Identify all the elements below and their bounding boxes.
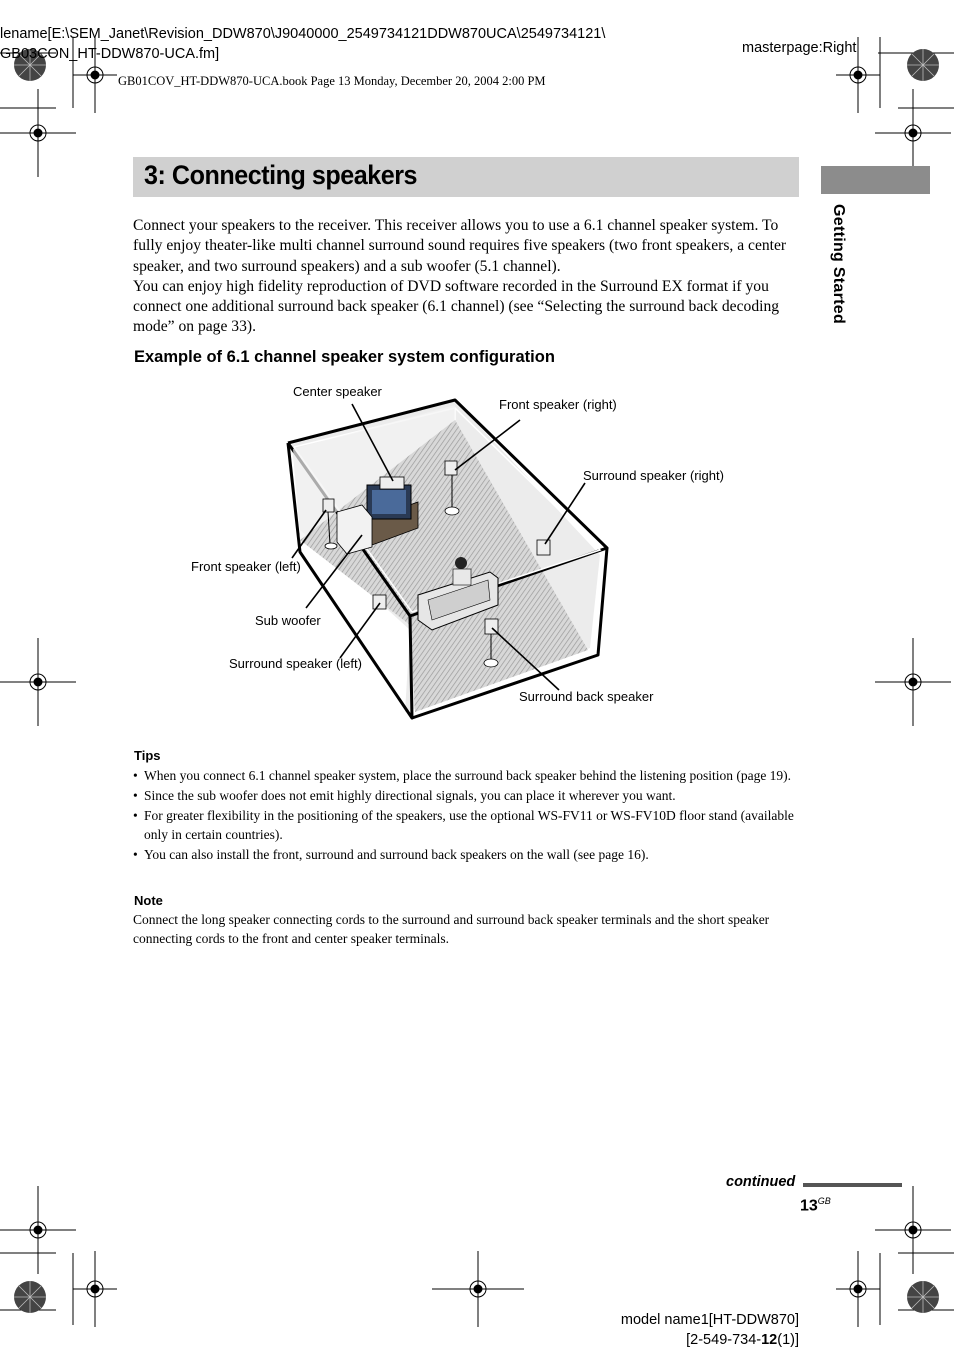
tips-list: [133, 767, 801, 866]
label-front-speaker-right: Front speaker (right): [499, 397, 617, 412]
tip-item: • For greater flexibility in the positioning of the speakers, use the optional WS-FV11 or WS-FV10D floor stand (available only in certain countries).: [133, 807, 801, 844]
model-code-suffix: (1)]: [777, 1332, 799, 1348]
filename-header: [0, 24, 605, 64]
model-code-bold: 12: [761, 1332, 778, 1348]
page-number-value: 13: [800, 1197, 818, 1215]
note-heading: Note: [134, 893, 163, 908]
filename-line-2: GB03CON_HT-DDW870-UCA.fm]: [0, 46, 220, 62]
model-code-prefix: [2-549-734-: [686, 1332, 762, 1348]
intro-paragraph-1: Connect your speakers to the receiver. This receiver allows you to use a 6.1 channel speaker system. To fully enjoy theater-like multi channel surround sound requires five speakers (two front speakers, a center speaker, and two surround speakers) and a sub woofer (5.1 channel).: [133, 217, 787, 275]
page-number-suffix: GB: [817, 1196, 831, 1206]
note-text: Connect the long speaker connecting cords to the surround and surround back speaker terminals and the short speaker connecting cords to the front and center speaker terminals.: [133, 912, 770, 946]
diagram-heading: Example of 6.1 channel speaker system configuration: [134, 348, 555, 366]
page-title: 3: Connecting speakers: [144, 160, 418, 190]
label-surround-back-speaker: Surround back speaker: [519, 689, 654, 704]
intro-text: [133, 216, 801, 338]
side-tab: [821, 166, 930, 194]
label-surround-speaker-right: Surround speaker (right): [583, 468, 724, 483]
side-tab-label: Getting Started: [830, 204, 847, 325]
filename-line-1: lename[E:\SEM_Janet\Revision_DDW870\J9040000_2549734121DDW870UCA\2549734121\: [0, 26, 606, 42]
book-line: GB01COV_HT-DDW870-UCA.book Page 13 Monday, December 20, 2004 2:00 PM: [118, 74, 546, 88]
model-line-2: [560, 1330, 799, 1350]
model-info: [560, 1310, 799, 1350]
continued-bar: [803, 1183, 902, 1187]
label-sub-woofer: Sub woofer: [255, 613, 321, 628]
label-center-speaker: Center speaker: [293, 384, 382, 399]
masterpage-label: masterpage:Right: [742, 40, 857, 56]
tip-item: • Since the sub woofer does not emit highly directional signals, you can place it wherever you want.: [133, 787, 801, 806]
speaker-configuration-diagram: [180, 380, 740, 725]
label-front-speaker-left: Front speaker (left): [191, 559, 301, 574]
tips-heading: Tips: [134, 748, 161, 763]
label-surround-speaker-left: Surround speaker (left): [229, 656, 362, 671]
tip-item: • When you connect 6.1 channel speaker system, place the surround back speaker behind the listening position (page 19).: [133, 767, 801, 786]
model-line-1: model name1[HT-DDW870]: [620, 1312, 799, 1328]
continued-label: continued: [726, 1174, 796, 1190]
intro-paragraph-2: You can enjoy high fidelity reproduction of DVD software recorded in the Surround EX format if you connect one additional surround back speaker (6.1 channel) (see “Selecting the surround back decoding mode” on page 33).: [133, 277, 780, 336]
page-number: [800, 1196, 831, 1215]
tip-item: • You can also install the front, surround and surround back speakers on the wall (see page 16).: [133, 846, 801, 865]
